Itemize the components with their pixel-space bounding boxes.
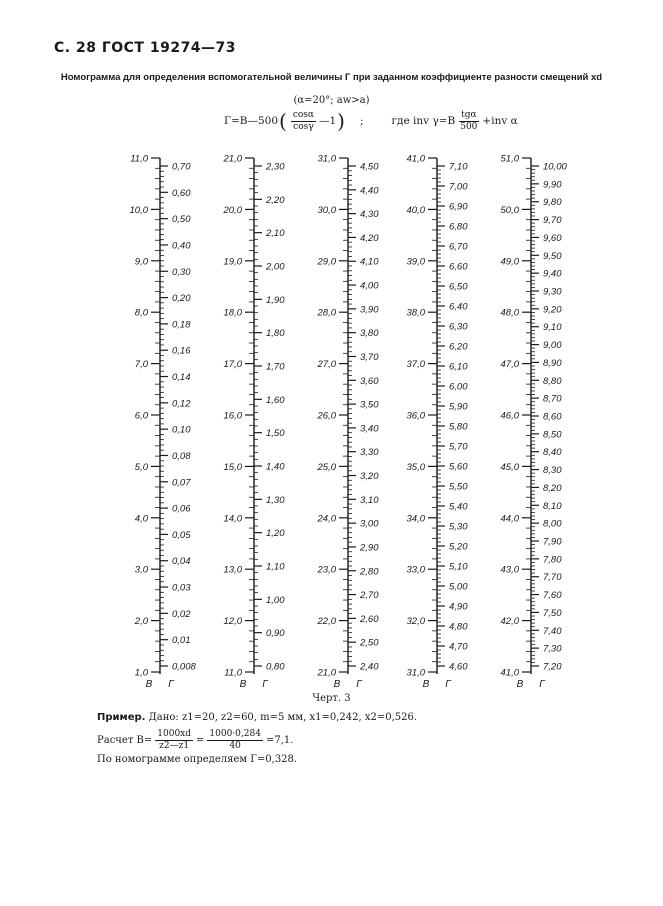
g-scale-label: 0,70 [172, 161, 191, 173]
g-scale-label: 0,03 [172, 582, 191, 594]
g-scale-label: 6,20 [449, 341, 468, 353]
b-scale-label: 2,0 [134, 616, 148, 628]
b-scale-label: 29,0 [317, 256, 336, 268]
g-scale-label: 0,60 [172, 187, 191, 199]
b-scale-label: 12,0 [223, 616, 242, 628]
b-scale-label: 20,0 [223, 204, 242, 216]
g-scale-label: 0,14 [172, 372, 191, 384]
g-scale-label: 4,40 [360, 185, 379, 197]
g-scale-label: 8,80 [543, 375, 562, 387]
g-scale-label: 7,80 [543, 554, 562, 566]
calc-fraction-2-denominator: 40 [229, 740, 241, 751]
b-scale-label: 40,0 [406, 204, 425, 216]
g-scale-label: 1,80 [266, 328, 285, 340]
g-scale-label: 2,80 [360, 566, 379, 578]
b-scale-label: 15,0 [223, 461, 242, 473]
g-scale-label: 3,50 [360, 399, 379, 411]
g-scale-label: 1,40 [266, 461, 285, 473]
condition-line: (α=20°; aw>a) [293, 95, 370, 106]
g-scale-label: 9,60 [543, 232, 562, 244]
calc-fraction-1 [155, 729, 193, 752]
g-scale-label: 6,90 [449, 201, 468, 213]
g-scale-label: 1,20 [266, 528, 285, 540]
b-scale-label: 10,0 [129, 204, 148, 216]
calc-prefix: Расчет B= [97, 734, 153, 746]
g-scale-label: 4,90 [449, 601, 468, 613]
g-scale-label: 9,00 [543, 340, 562, 352]
b-axis-letter: B [239, 679, 247, 690]
g-scale-label: 5,00 [449, 581, 468, 593]
b-scale-label: 1,0 [134, 667, 148, 679]
g-scale-label: 0,08 [172, 450, 191, 462]
page-header: С. 28 ГОСТ 19274—73 [54, 40, 237, 56]
g-scale-label: 0,12 [172, 398, 191, 410]
g-scale-label: 8,50 [543, 429, 562, 441]
g-scale-label: 7,50 [543, 607, 562, 619]
b-scale-label: 38,0 [406, 307, 425, 319]
b-scale-label: 31,0 [317, 153, 336, 165]
b-scale-label: 18,0 [223, 307, 242, 319]
b-scale-label: 9,0 [134, 256, 148, 268]
b-scale-label: 50,0 [500, 204, 519, 216]
g-scale-label: 5,50 [449, 481, 468, 493]
formula-plus-inv: +inv α [482, 115, 518, 127]
g-scale-label: 9,90 [543, 179, 562, 191]
b-scale-label: 3,0 [134, 564, 148, 576]
b-scale-label: 21,0 [317, 667, 336, 679]
g-scale-label: 8,90 [543, 357, 562, 369]
g-scale-label: 7,60 [543, 590, 562, 602]
fraction-cos-denominator: cosγ [293, 121, 314, 132]
g-scale-label: 9,30 [543, 286, 562, 298]
g-scale-label: 2,00 [266, 261, 285, 273]
g-axis-letter: Г [262, 679, 268, 690]
g-scale-label: 2,70 [360, 590, 379, 602]
g-scale-label: 3,10 [360, 494, 379, 506]
g-scale-label: 6,10 [449, 361, 468, 373]
g-scale-label: 8,60 [543, 411, 562, 423]
b-axis-letter: B [422, 679, 430, 690]
example-text: Дано: z1=20, z2=60, m=5 мм, x1=0,242, x2=0,526. [148, 712, 418, 723]
example-line [97, 712, 417, 723]
b-scale-label: 39,0 [406, 256, 425, 268]
b-scale-label: 34,0 [406, 513, 425, 525]
g-scale-label: 3,60 [360, 375, 379, 387]
g-axis-letter: Г [539, 679, 545, 690]
g-scale-label: 8,30 [543, 465, 562, 477]
g-scale-label: 5,30 [449, 521, 468, 533]
g-scale-label: 7,00 [449, 181, 468, 193]
g-scale-label: 8,70 [543, 393, 562, 405]
g-scale-label: 0,04 [172, 556, 191, 568]
g-scale-label: 5,40 [449, 501, 468, 513]
b-scale-label: 30,0 [317, 204, 336, 216]
b-scale-label: 7,0 [134, 359, 148, 371]
g-scale-label: 2,60 [360, 613, 379, 625]
g-scale-label: 0,01 [172, 635, 191, 647]
g-scale-label: 5,80 [449, 421, 468, 433]
g-scale-label: 6,00 [449, 381, 468, 393]
g-scale-label: 0,02 [172, 608, 191, 620]
b-scale-label: 22,0 [317, 616, 336, 628]
g-scale-label: 6,50 [449, 281, 468, 293]
g-scale-label: 5,70 [449, 441, 468, 453]
b-scale-label: 14,0 [223, 513, 242, 525]
g-scale-label: 6,30 [449, 321, 468, 333]
b-scale-label: 26,0 [317, 410, 336, 422]
b-scale-label: 6,0 [134, 410, 148, 422]
g-scale-label: 0,40 [172, 240, 191, 252]
b-scale-label: 49,0 [500, 256, 519, 268]
g-scale-label: 9,40 [543, 268, 562, 280]
formula-separator: ; [359, 115, 364, 127]
calc-fraction-2 [207, 729, 263, 752]
calc-fraction-1-denominator: z2—z1 [159, 740, 190, 751]
b-scale-label: 48,0 [500, 307, 519, 319]
g-scale-label: 3,70 [360, 351, 379, 363]
b-axis-letter: B [333, 679, 341, 690]
b-scale-label: 31,0 [406, 667, 425, 679]
g-axis-letter: Г [168, 679, 174, 690]
g-scale-label: 0,05 [172, 529, 191, 541]
g-scale-label: 2,30 [266, 161, 285, 173]
formula-lhs: Г=B—500 [224, 115, 279, 127]
calc-fraction-2-numerator: 1000·0,284 [209, 728, 261, 739]
g-scale-label: 9,70 [543, 215, 562, 227]
g-scale-label: 4,00 [360, 280, 379, 292]
g-scale-label: 1,30 [266, 494, 285, 506]
g-scale-label: 8,20 [543, 482, 562, 494]
b-scale-label: 21,0 [223, 153, 242, 165]
g-scale-label: 4,20 [360, 232, 379, 244]
formula-minus-one: —1 [318, 115, 337, 127]
b-scale-label: 45,0 [500, 461, 519, 473]
nomogram-title: Номограмма для определения вспомогательной величины Г при заданном коэффициенте разности смещений xd [60, 72, 603, 83]
b-scale-label: 4,0 [134, 513, 148, 525]
b-scale-label: 19,0 [223, 256, 242, 268]
b-scale-label: 17,0 [223, 359, 242, 371]
g-scale-label: 1,60 [266, 394, 285, 406]
fraction-tg-denominator: 500 [460, 121, 478, 132]
g-scale-label: 8,10 [543, 500, 562, 512]
g-scale-label: 0,90 [266, 628, 285, 640]
g-scale-label: 2,50 [360, 637, 379, 649]
b-scale-label: 8,0 [134, 307, 148, 319]
g-scale-label: 8,00 [543, 518, 562, 530]
g-scale-label: 7,30 [543, 643, 562, 655]
g-scale-label: 9,50 [543, 250, 562, 262]
g-scale-label: 3,40 [360, 423, 379, 435]
g-scale-label: 0,06 [172, 503, 191, 515]
g-scale-label: 3,20 [360, 471, 379, 483]
b-scale-label: 32,0 [406, 616, 425, 628]
g-scale-label: 0,18 [172, 319, 191, 331]
b-scale-label: 28,0 [317, 307, 336, 319]
g-scale-label: 3,00 [360, 518, 379, 530]
g-scale-label: 2,10 [266, 228, 285, 240]
b-scale-label: 33,0 [406, 564, 425, 576]
b-scale-label: 36,0 [406, 410, 425, 422]
b-scale-label: 27,0 [317, 359, 336, 371]
calc-fraction-1-numerator: 1000xd [157, 728, 192, 739]
g-scale-label: 5,60 [449, 461, 468, 473]
g-scale-label: 1,50 [266, 428, 285, 440]
b-scale-label: 41,0 [406, 153, 425, 165]
g-scale-label: 2,90 [360, 542, 379, 554]
close-paren: ) [337, 109, 345, 133]
formula-where: где inv γ=B [391, 115, 456, 127]
b-scale-label: 43,0 [500, 564, 519, 576]
g-scale-label: 5,20 [449, 541, 468, 553]
calc-equals: = [196, 734, 205, 746]
b-scale-label: 16,0 [223, 410, 242, 422]
g-axis-letter: Г [356, 679, 362, 690]
g-scale-label: 4,30 [360, 209, 379, 221]
g-scale-label: 6,70 [449, 241, 468, 253]
g-scale-label: 10,00 [543, 161, 567, 173]
b-scale-label: 5,0 [134, 461, 148, 473]
g-scale-label: 0,16 [172, 345, 191, 357]
g-scale-label: 7,40 [543, 625, 562, 637]
g-scale-label: 3,80 [360, 328, 379, 340]
figure-caption: Черт. 3 [312, 693, 351, 704]
g-scale-label: 0,50 [172, 214, 191, 226]
g-scale-label: 1,00 [266, 594, 285, 606]
g-scale-label: 5,10 [449, 561, 468, 573]
example-label: Пример. [97, 712, 146, 723]
g-scale-label: 9,80 [543, 197, 562, 209]
b-scale-label: 13,0 [223, 564, 242, 576]
g-scale-label: 4,10 [360, 256, 379, 268]
g-scale-label: 6,40 [449, 301, 468, 313]
b-scale-label: 37,0 [406, 359, 425, 371]
g-scale-label: 3,30 [360, 447, 379, 459]
b-scale-label: 42,0 [500, 616, 519, 628]
g-axis-letter: Г [445, 679, 451, 690]
b-scale-label: 11,0 [224, 667, 242, 679]
g-scale-label: 5,90 [449, 401, 468, 413]
g-scale-label: 2,40 [360, 661, 379, 673]
g-scale-label: 7,20 [543, 661, 562, 673]
g-scale-label: 1,90 [266, 294, 285, 306]
g-scale-label: 0,30 [172, 266, 191, 278]
g-scale-label: 0,80 [266, 661, 285, 673]
calculation-line [97, 728, 293, 752]
g-scale-label: 9,20 [543, 304, 562, 316]
calc-result: =7,1. [265, 734, 294, 746]
b-scale-label: 35,0 [406, 461, 425, 473]
b-scale-label: 44,0 [500, 513, 519, 525]
g-scale-label: 1,70 [266, 361, 285, 373]
g-scale-label: 7,70 [543, 572, 562, 584]
g-scale-label: 2,20 [266, 194, 285, 206]
b-scale-label: 41,0 [500, 667, 519, 679]
b-axis-letter: B [516, 679, 524, 690]
g-scale-label: 0,008 [172, 661, 196, 673]
g-scale-label: 9,10 [543, 322, 562, 334]
g-scale-label: 7,90 [543, 536, 562, 548]
g-scale-label: 4,70 [449, 641, 468, 653]
result-line: По номограмме определяем Г=0,328. [97, 754, 298, 765]
b-scale-label: 25,0 [317, 461, 336, 473]
g-scale-label: 0,10 [172, 424, 191, 436]
g-scale-label: 3,90 [360, 304, 379, 316]
g-scale-label: 0,20 [172, 293, 191, 305]
b-scale-label: 46,0 [500, 410, 519, 422]
b-axis-letter: B [145, 679, 153, 690]
g-scale-label: 0,07 [172, 477, 191, 489]
open-paren: ( [279, 109, 287, 133]
b-scale-label: 47,0 [500, 359, 519, 371]
g-scale-label: 6,80 [449, 221, 468, 233]
fraction-cos-numerator: cosα [292, 109, 314, 120]
fraction-tg-numerator: tgα [461, 109, 477, 120]
g-scale-label: 4,80 [449, 621, 468, 633]
b-scale-label: 11,0 [130, 153, 148, 165]
g-scale-label: 7,10 [449, 161, 468, 173]
b-scale-label: 23,0 [317, 564, 336, 576]
g-scale-label: 4,60 [449, 661, 468, 673]
g-scale-label: 4,50 [360, 161, 379, 173]
b-scale-label: 51,0 [500, 153, 519, 165]
b-scale-label: 24,0 [317, 513, 336, 525]
g-scale-label: 8,40 [543, 447, 562, 459]
g-scale-label: 6,60 [449, 261, 468, 273]
g-scale-label: 1,10 [266, 561, 285, 573]
